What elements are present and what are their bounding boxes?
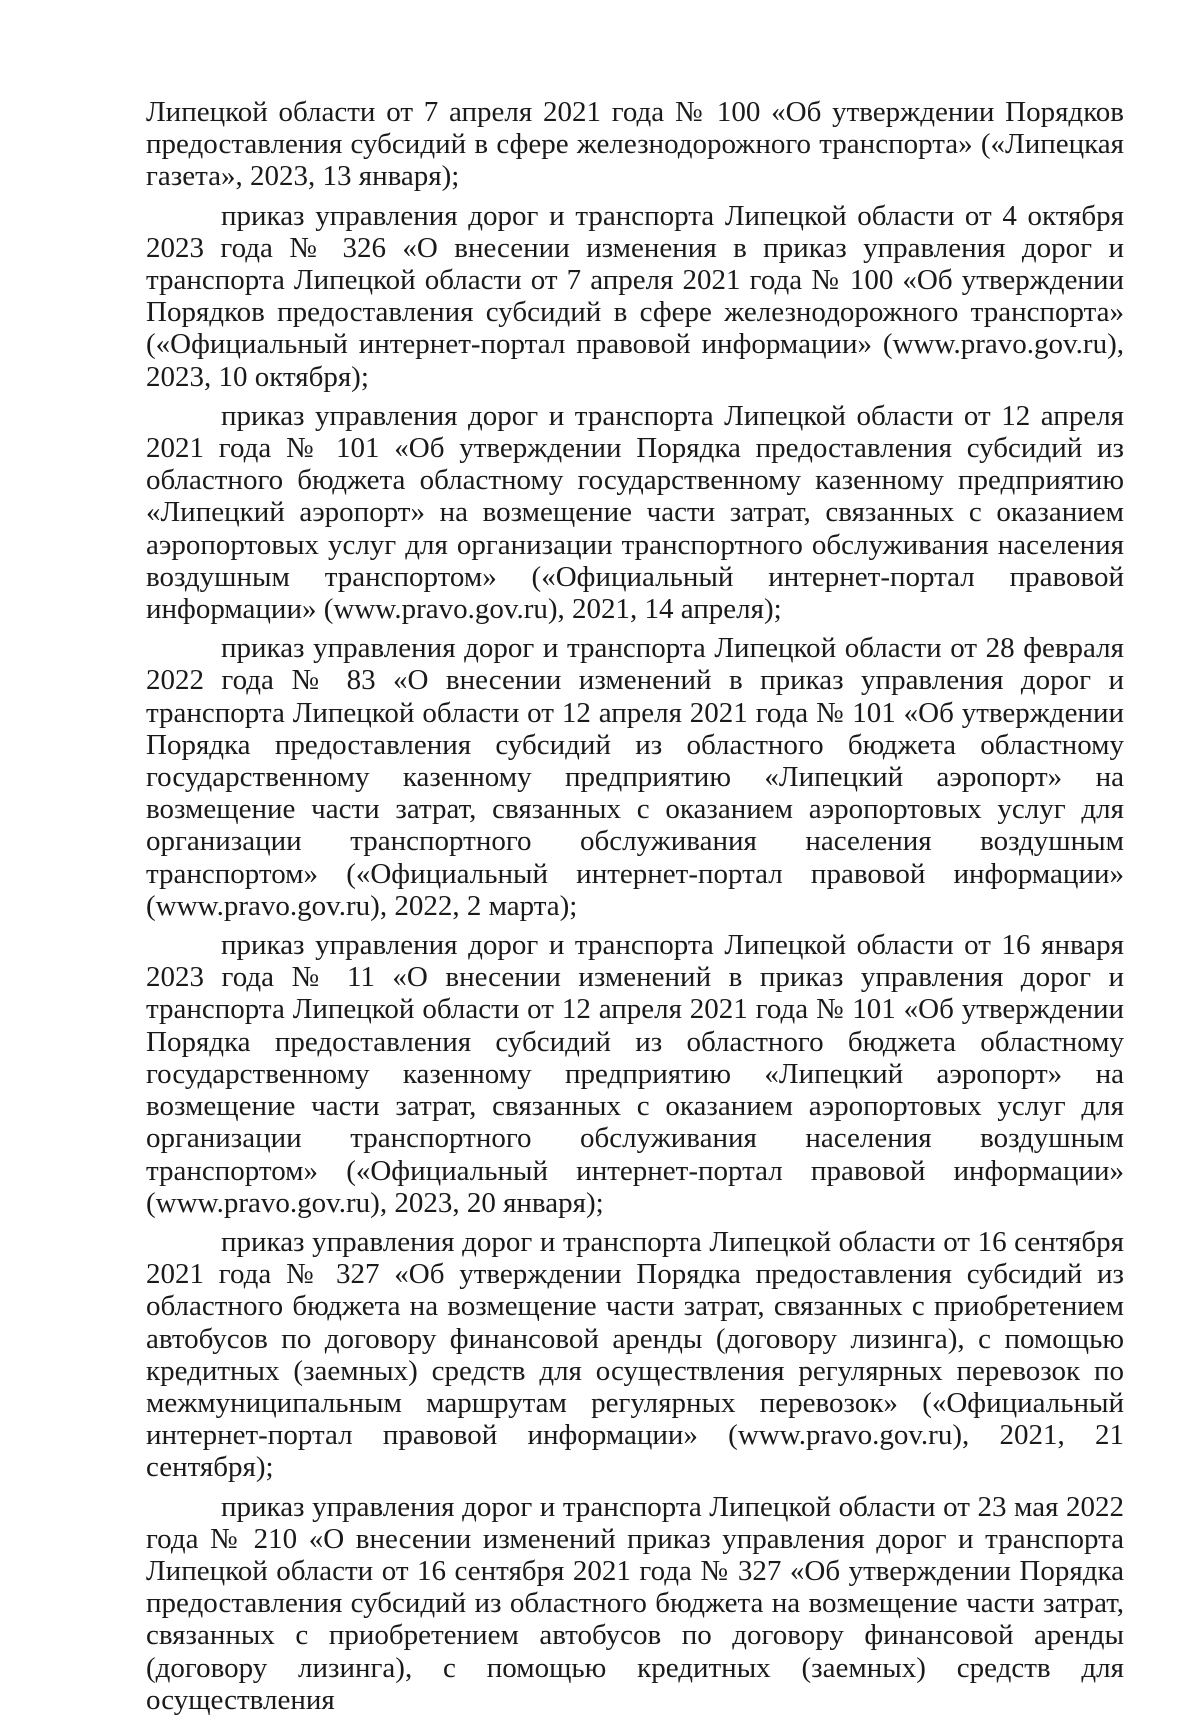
document-body [146,96,1124,1723]
paragraph-continuation: Липецкой области от 7 апреля 2021 года № 100 «Об утверждении Порядков предоставления субсидий в сфере железнодорожного транспорта» («Липецкая газета», 2023, 13 января); [146,96,1124,193]
paragraph-order-101: приказ управления дорог и транспорта Липецкой области от 12 апреля 2021 года № 101 «Об утверждении Порядка предоставления субсидий из областного бюджета областному государственному казенному предприятию «Липецкий аэропорт» на возмещение части затрат, связанных с оказанием аэропортовых услуг для организации транспортного обслуживания населения воздушным транспортом» («Официальный интернет-портал правовой информации» (www.pravo.gov.ru), 2021, 14 апреля); [146,399,1124,626]
paragraph-order-327: приказ управления дорог и транспорта Липецкой области от 16 сентября 2021 года № 327 «Об утверждении Порядка предоставления субсидий из областного бюджета на возмещение части затрат, связанных с приобретением автобусов по договору финансовой аренды (договору лизинга), с помощью кредитных (заемных) средств для осуществления регулярных перевозок по межмуниципальным маршрутам регулярных перевозок» («Официальный интернет-портал правовой информации» (www.pravo.gov.ru), 2021, 21 сентября); [146,1225,1124,1484]
paragraph-order-210: приказ управления дорог и транспорта Липецкой области от 23 мая 2022 года № 210 «О внесении изменений приказ управления дорог и транспорта Липецкой области от 16 сентября 2021 года № 327 «Об утверждении Порядка предоставления субсидий из областного бюджета на возмещение части затрат, связанных с приобретением автобусов по договору финансовой аренды (договору лизинга), с помощью кредитных (заемных) средств для осуществления [146,1490,1124,1716]
paragraph-order-83: приказ управления дорог и транспорта Липецкой области от 28 февраля 2022 года № 83 «О внесении изменений в приказ управления дорог и транспорта Липецкой области от 12 апреля 2021 года № 101 «Об утверждении Порядка предоставления субсидий из областного бюджета областному государственному казенному предприятию «Липецкий аэропорт» на возмещение части затрат, связанных с оказанием аэропортовых услуг для организации транспортного обслуживания населения воздушным транспортом» («Официальный интернет-портал правовой информации» (www.pravo.gov.ru), 2022, 2 марта); [146,632,1124,922]
paragraph-order-11: приказ управления дорог и транспорта Липецкой области от 16 января 2023 года № 11 «О внесении изменений в приказ управления дорог и транспорта Липецкой области от 12 апреля 2021 года № 101 «Об утверждении Порядка предоставления субсидий из областного бюджета областному государственному казенному предприятию «Липецкий аэропорт» на возмещение части затрат, связанных с оказанием аэропортовых услуг для организации транспортного обслуживания населения воздушным транспортом» («Официальный интернет-портал правовой информации» (www.pravo.gov.ru), 2023, 20 января); [146,929,1124,1219]
paragraph-order-326: приказ управления дорог и транспорта Липецкой области от 4 октября 2023 года № 326 «О внесении изменения в приказ управления дорог и транспорта Липецкой области от 7 апреля 2021 года № 100 «Об утверждении Порядков предоставления субсидий в сфере железнодорожного транспорта» («Официальный интернет-портал правовой информации» (www.pravo.gov.ru), 2023, 10 октября); [146,199,1124,393]
